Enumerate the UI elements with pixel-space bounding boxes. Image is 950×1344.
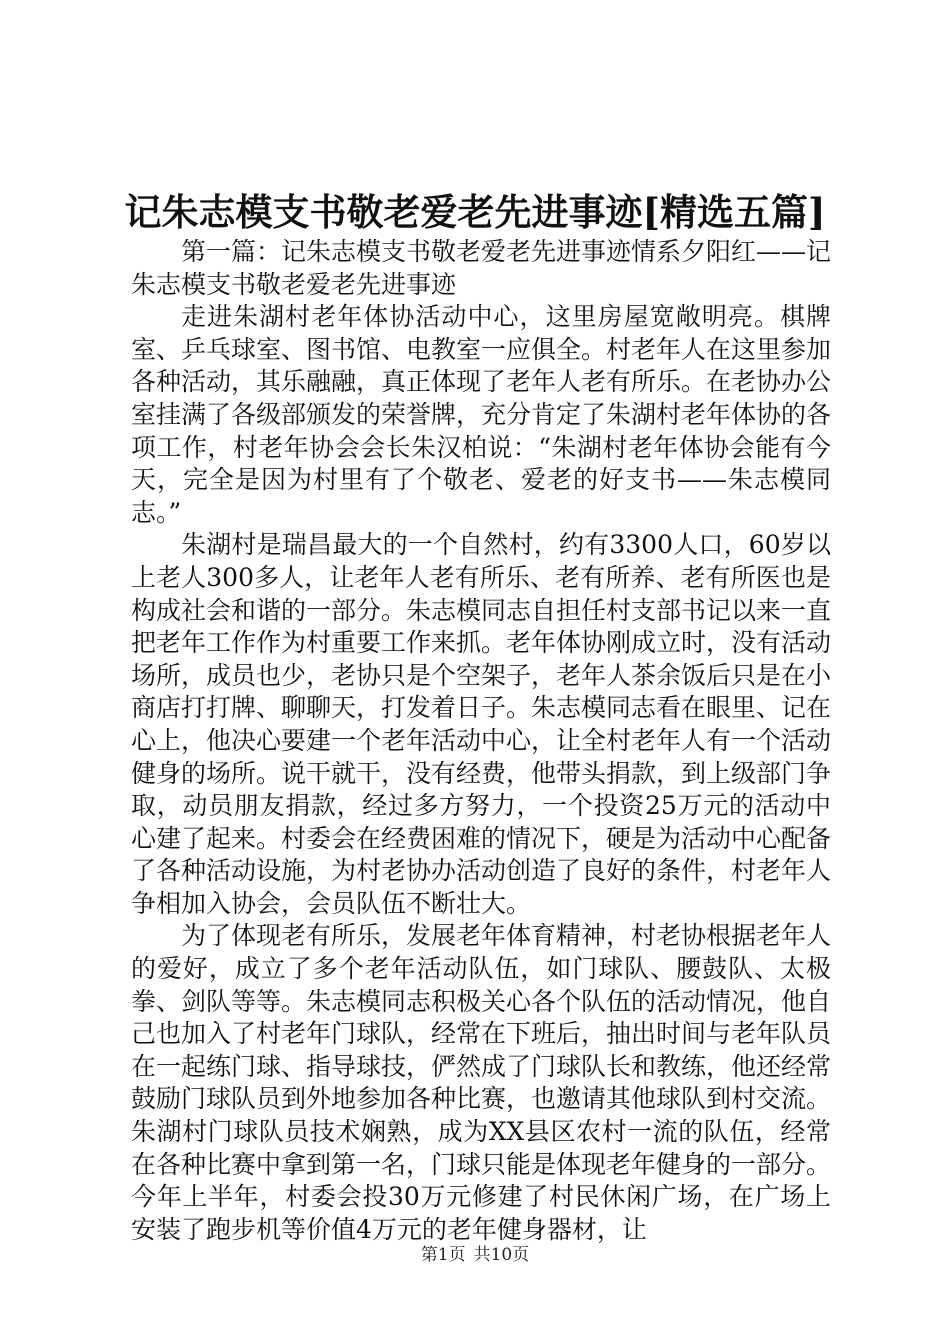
document-title: 记朱志模支书敬老爱老先进事迹[精选五篇] xyxy=(124,190,826,234)
paragraph-2: 走进朱湖村老年体协活动中心，这里房屋宽敞明亮。棋牌室、乒乓球室、图书馆、电教室一应俱全。村老年人在这里参加各种活动，其乐融融，真正体现了老年人老有所乐。在老协办公室挂满了各级部颁发的荣誉牌，充分肯定了朱湖村老年体协的各项工作，村老年协会会长朱汉柏说：“朱湖村老年体协会能有今天，完全是因为村里有了个敬老、爱老的好支书——朱志模同志。” xyxy=(131,302,832,527)
document-body xyxy=(131,236,831,1246)
paragraph-1: 第一篇：记朱志模支书敬老爱老先进事迹情系夕阳红——记朱志模支书敬老爱老先进事迹 xyxy=(131,237,832,299)
page-footer xyxy=(0,1244,950,1266)
page-total: 共10页 xyxy=(473,1245,530,1265)
paragraph-3: 朱湖村是瑞昌最大的一个自然村，约有3300人口，60岁以上老人300多人，让老年人老有所乐、老有所养、老有所医也是构成社会和谐的一部分。朱志模同志自担任村支部书记以来一直把老年工作作为村重要工作来抓。老年体协刚成立时，没有活动场所，成员也少，老协只是个空架子，老年人茶余饭后只是在小商店打打牌、聊聊天，打发着日子。朱志模同志看在眼里、记在心上，他决心要建一个老年活动中心，让全村老年人有一个活动健身的场所。说干就干，没有经费，他带头捐款，到上级部门争取，动员朋友捐款，经过多方努力，一个投资25万元的活动中心建了起来。村委会在经费困难的情况下，硬是为活动中心配备了各种活动设施，为村老协办活动创造了良好的条件，村老年人争相加入协会，会员队伍不断壮大。 xyxy=(131,530,832,918)
page-number: 第1页 xyxy=(420,1245,466,1265)
paragraph-4: 为了体现老有所乐，发展老年体育精神，村老协根据老年人的爱好，成立了多个老年活动队伍，如门球队、腰鼓队、太极拳、剑队等等。朱志模同志积极关心各个队伍的活动情况，他自己也加入了村老年门球队，经常在下班后，抽出时间与老年队员在一起练门球、指导球技，俨然成了门球队长和教练，他还经常鼓励门球队员到外地参加各种比赛，也邀请其他球队到村交流。朱湖村门球队员技术娴熟，成为XX县区农村一流的队伍，经常在各种比赛中拿到第一名，门球只能是体现老年健身的一部分。今年上半年，村委会投30万元修建了村民休闲广场，在广场上安装了跑步机等价值4万元的老年健身器材，让 xyxy=(131,921,832,1244)
